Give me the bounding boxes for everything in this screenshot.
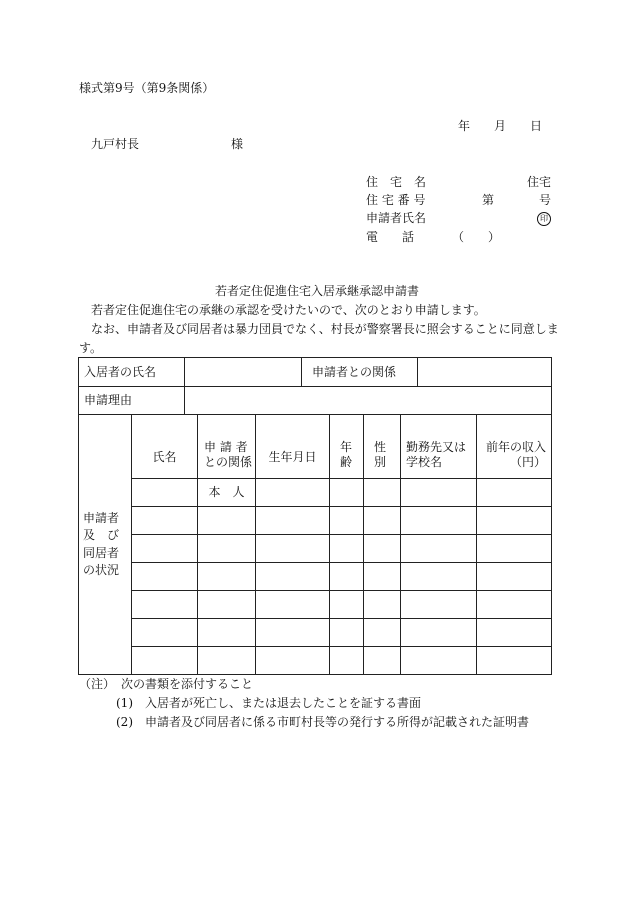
cell-income[interactable] bbox=[477, 619, 552, 647]
col-header-relation-line2: との関係 bbox=[204, 454, 253, 469]
col-header-relation bbox=[198, 415, 256, 479]
phone-label: 電 話 bbox=[366, 230, 415, 244]
col-header-sex-line2: 別 bbox=[374, 454, 387, 469]
cell-sex[interactable] bbox=[364, 619, 401, 647]
side-label-line: 及 び bbox=[83, 528, 120, 543]
col-header-age-line2: 齢 bbox=[340, 454, 353, 469]
cell-name[interactable] bbox=[132, 591, 198, 619]
cell-workplace[interactable] bbox=[401, 619, 477, 647]
cell-relation[interactable] bbox=[198, 535, 256, 563]
cell-workplace[interactable] bbox=[401, 591, 477, 619]
housing-name-label: 住 宅 名 bbox=[366, 175, 427, 189]
cell-birthdate[interactable] bbox=[256, 535, 330, 563]
col-header-income-line2: （円） bbox=[509, 454, 546, 469]
resident-name-label: 入居者の氏名 bbox=[79, 358, 185, 387]
cell-age[interactable] bbox=[330, 647, 364, 675]
relation-label: 申請者との関係 bbox=[302, 358, 418, 387]
resident-info-table bbox=[78, 357, 552, 415]
col-header-income bbox=[477, 415, 552, 479]
table-row bbox=[79, 535, 552, 563]
body-line-2: なお、申請者及び同居者は暴力団員でなく、村長が警察署長に照会することに同意しま bbox=[91, 322, 559, 336]
status-side-label bbox=[79, 415, 132, 675]
cell-income[interactable] bbox=[477, 507, 552, 535]
table-row bbox=[79, 647, 552, 675]
household-table bbox=[78, 414, 552, 675]
table-row bbox=[79, 591, 552, 619]
col-header-sex-line1: 性 bbox=[374, 439, 387, 454]
cell-birthdate[interactable] bbox=[256, 563, 330, 591]
cell-birthdate[interactable] bbox=[256, 591, 330, 619]
reason-field[interactable] bbox=[185, 387, 552, 415]
cell-income[interactable] bbox=[477, 591, 552, 619]
cell-birthdate[interactable] bbox=[256, 479, 330, 507]
cell-name[interactable] bbox=[132, 619, 198, 647]
col-header-age bbox=[330, 415, 364, 479]
cell-income[interactable] bbox=[477, 647, 552, 675]
col-header-income-line1: 前年の収入 bbox=[485, 439, 546, 454]
housing-name-suffix: 住宅 bbox=[527, 175, 552, 189]
col-header-workplace-line2: 学校名 bbox=[406, 454, 443, 469]
body-line-3: す。 bbox=[79, 341, 103, 355]
cell-age[interactable] bbox=[330, 507, 364, 535]
cell-workplace[interactable] bbox=[401, 535, 477, 563]
col-header-sex bbox=[364, 415, 401, 479]
side-label-line: 申請者 bbox=[83, 510, 120, 525]
side-label-line: 同居者 bbox=[83, 545, 120, 560]
cell-workplace[interactable] bbox=[401, 647, 477, 675]
table-row bbox=[79, 563, 552, 591]
table-row bbox=[79, 507, 552, 535]
note-1-number: (1) bbox=[116, 696, 133, 710]
col-header-workplace-line1: 勤務先又は bbox=[406, 439, 467, 454]
note-2-text: 申請者及び同居者に係る市町村長等の発行する所得が記載された証明書 bbox=[145, 715, 530, 729]
cell-birthdate[interactable] bbox=[256, 507, 330, 535]
table-row bbox=[79, 479, 552, 507]
cell-relation[interactable] bbox=[198, 591, 256, 619]
note-2-number: (2) bbox=[116, 715, 133, 729]
cell-income[interactable] bbox=[477, 563, 552, 591]
cell-name[interactable] bbox=[132, 647, 198, 675]
cell-sex[interactable] bbox=[364, 507, 401, 535]
side-label-line: の状況 bbox=[83, 562, 120, 577]
cell-age[interactable] bbox=[330, 591, 364, 619]
phone-parens: （ ） bbox=[452, 230, 501, 244]
table-row bbox=[79, 619, 552, 647]
cell-workplace[interactable] bbox=[401, 563, 477, 591]
cell-age[interactable] bbox=[330, 619, 364, 647]
col-header-birthdate: 生年月日 bbox=[256, 415, 330, 479]
cell-age[interactable] bbox=[330, 535, 364, 563]
col-header-relation-line1: 申 請 者 bbox=[204, 439, 248, 454]
cell-relation-self: 本 人 bbox=[198, 479, 256, 507]
housing-number-prefix: 第 bbox=[482, 193, 495, 207]
cell-birthdate[interactable] bbox=[256, 647, 330, 675]
cell-income[interactable] bbox=[477, 535, 552, 563]
cell-name[interactable] bbox=[132, 535, 198, 563]
note-1-text: 入居者が死亡し、または退去したことを証する書面 bbox=[145, 696, 422, 710]
date-month-label: 月 bbox=[494, 119, 507, 133]
cell-birthdate[interactable] bbox=[256, 619, 330, 647]
cell-name[interactable] bbox=[132, 479, 198, 507]
addressee-name: 九戸村長 bbox=[91, 137, 140, 151]
body-line-1: 若者定住促進住宅の承継の承認を受けたいので、次のとおり申請します。 bbox=[91, 303, 486, 317]
cell-relation[interactable] bbox=[198, 619, 256, 647]
cell-relation[interactable] bbox=[198, 563, 256, 591]
reason-label: 申請理由 bbox=[79, 387, 185, 415]
resident-name-field[interactable] bbox=[185, 358, 302, 387]
cell-sex[interactable] bbox=[364, 647, 401, 675]
applicant-name-label: 申請者氏名 bbox=[366, 211, 427, 225]
cell-income[interactable] bbox=[477, 479, 552, 507]
cell-relation[interactable] bbox=[198, 647, 256, 675]
cell-name[interactable] bbox=[132, 507, 198, 535]
cell-age[interactable] bbox=[330, 479, 364, 507]
seal-icon: 印 bbox=[537, 212, 551, 226]
col-header-name: 氏名 bbox=[132, 415, 198, 479]
form-number: 様式第9号（第9条関係） bbox=[79, 81, 215, 95]
cell-name[interactable] bbox=[132, 563, 198, 591]
date-day-label: 日 bbox=[530, 119, 543, 133]
notes-header: （注） 次の書類を添付すること bbox=[79, 677, 254, 691]
col-header-workplace bbox=[401, 415, 477, 479]
housing-number-label: 住 宅 番 号 bbox=[366, 193, 426, 207]
cell-sex[interactable] bbox=[364, 479, 401, 507]
addressee-honorific: 様 bbox=[231, 137, 244, 151]
housing-number-suffix: 号 bbox=[539, 193, 552, 207]
cell-workplace[interactable] bbox=[401, 507, 477, 535]
col-header-age-line1: 年 bbox=[340, 439, 353, 454]
document-title: 若者定住促進住宅入居承継承認申請書 bbox=[215, 284, 420, 298]
cell-workplace[interactable] bbox=[401, 479, 477, 507]
cell-relation[interactable] bbox=[198, 507, 256, 535]
cell-sex[interactable] bbox=[364, 591, 401, 619]
cell-sex[interactable] bbox=[364, 535, 401, 563]
seal-mark bbox=[537, 211, 551, 226]
cell-sex[interactable] bbox=[364, 563, 401, 591]
relation-field[interactable] bbox=[418, 358, 552, 387]
cell-age[interactable] bbox=[330, 563, 364, 591]
date-year-label: 年 bbox=[458, 119, 471, 133]
